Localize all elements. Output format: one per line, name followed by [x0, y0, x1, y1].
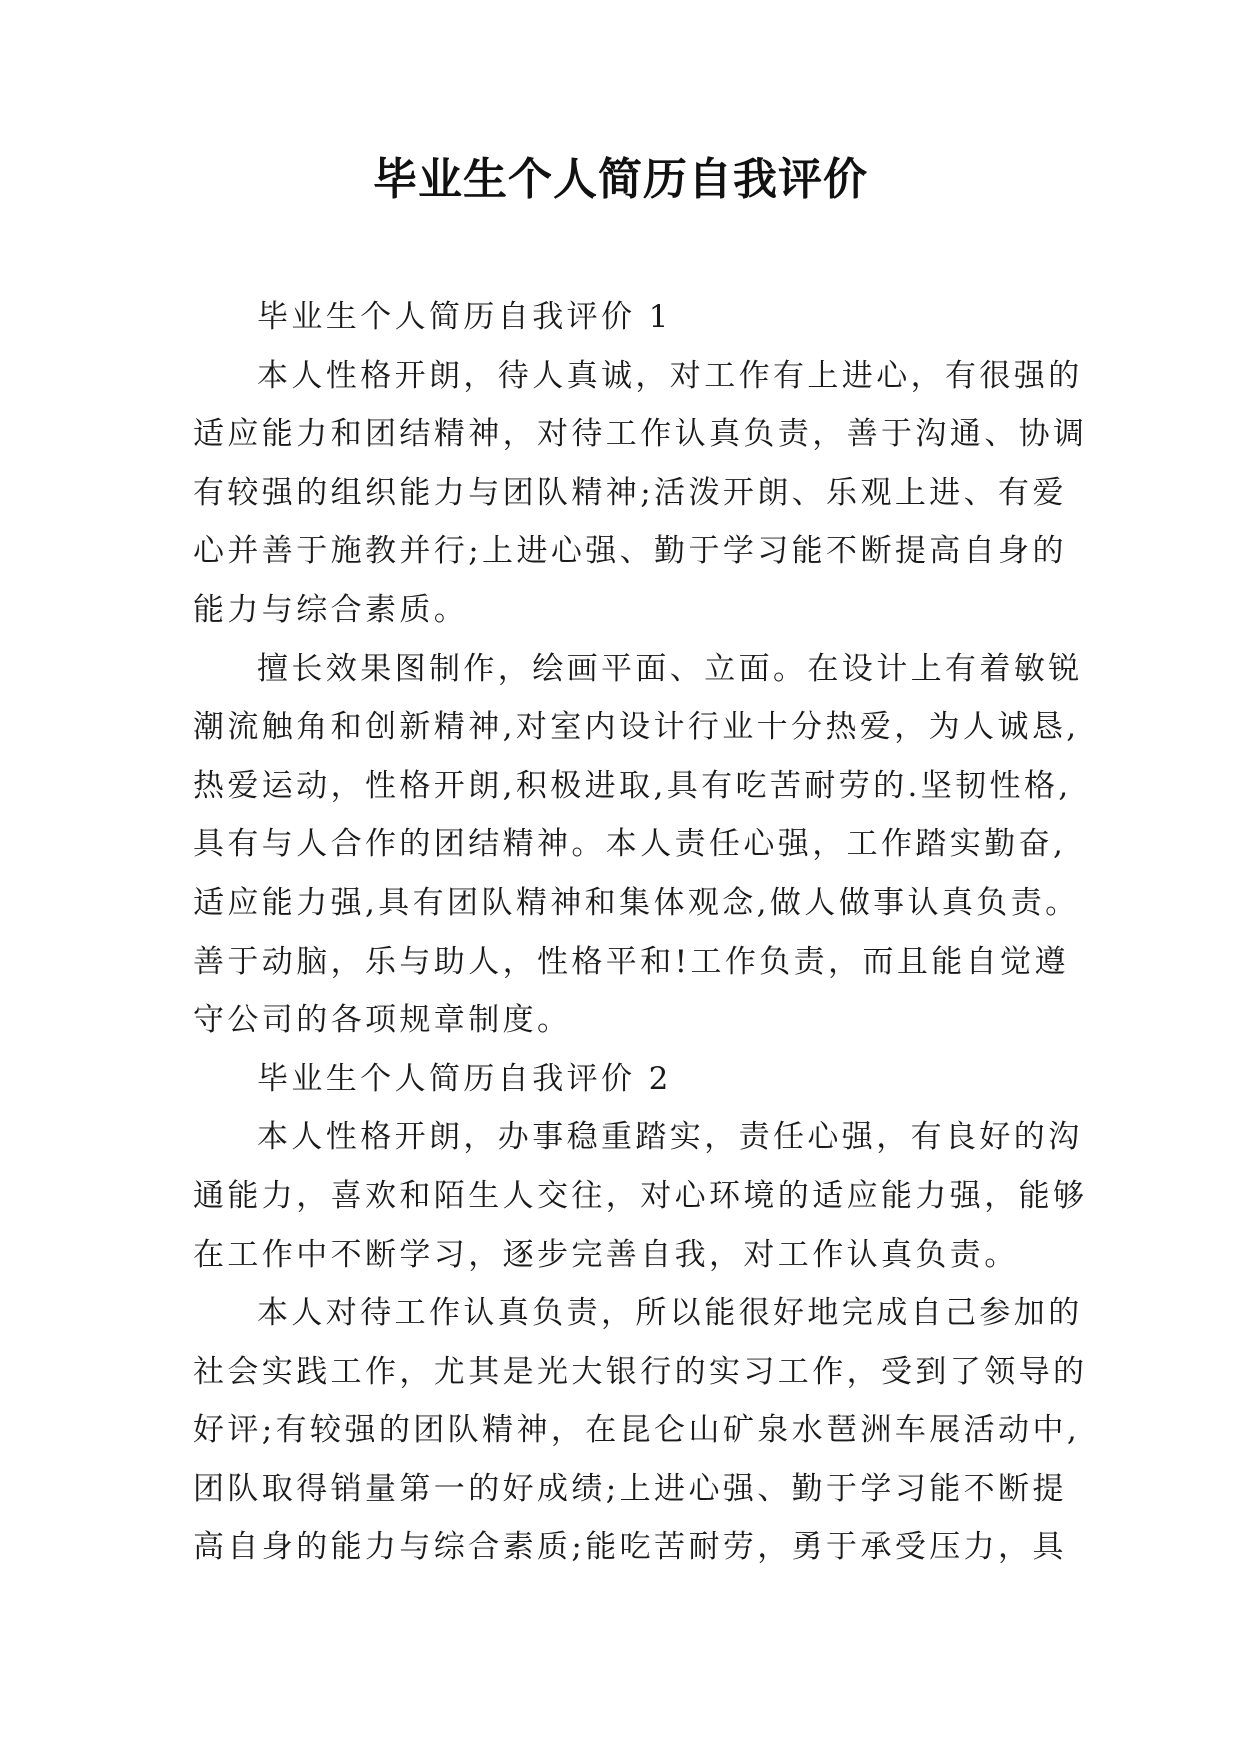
text-line: 潮流触角和创新精神,对室内设计行业十分热爱，为人诚恳, [193, 709, 1080, 746]
document-body [193, 288, 1088, 1577]
text-line: 守公司的各项规章制度。 [193, 1002, 572, 1039]
text-line: 本人性格开朗，办事稳重踏实，责任心强，有良好的沟 [257, 1119, 1083, 1156]
section-heading: 毕业生个人简历自我评价 2 [257, 1060, 672, 1097]
text-line: 本人性格开朗，待人真诚，对工作有上进心，有很强的 [257, 357, 1083, 394]
text-line: 善于动脑，乐与助人，性格平和!工作负责，而且能自觉遵 [193, 943, 1069, 980]
text-line: 好评;有较强的团队精神，在昆仑山矿泉水琶洲车展活动中, [193, 1412, 1081, 1449]
section-2-heading [193, 1050, 1063, 1109]
section-1-paragraph-2 [193, 640, 1083, 1050]
text-line: 擅长效果图制作，绘画平面、立面。在设计上有着敏锐 [257, 650, 1083, 687]
text-line: 有较强的组织能力与团队精神;活泼开朗、乐观上进、有爱 [193, 474, 1067, 511]
text-line: 能力与综合素质。 [193, 591, 469, 628]
section-heading: 毕业生个人简历自我评价 1 [257, 299, 672, 335]
section-1-heading [193, 288, 1063, 347]
section-2-paragraph-2 [193, 1284, 1088, 1577]
text-line: 高自身的能力与综合素质;能吃苦耐劳，勇于承受压力，具 [193, 1529, 1067, 1566]
text-line: 热爱运动，性格开朗,积极进取,具有吃苦耐劳的.坚韧性格, [193, 767, 1072, 804]
section-2-paragraph-1 [193, 1108, 1088, 1284]
document-title: 毕业生个人简历自我评价 [373, 154, 868, 205]
text-line: 团队取得销量第一的好成绩;上进心强、勤于学习能不断提 [193, 1470, 1067, 1507]
text-line: 在工作中不断学习，逐步完善自我，对工作认真负责。 [193, 1236, 1019, 1273]
text-line: 具有与人合作的团结精神。本人责任心强，工作踏实勤奋, [193, 826, 1067, 863]
text-line: 适应能力强,具有团队精神和集体观念,做人做事认真负责。 [193, 884, 1080, 921]
text-line: 本人对待工作认真负责，所以能很好地完成自己参加的 [257, 1295, 1083, 1332]
section-1-paragraph-1 [193, 347, 1088, 640]
text-line: 适应能力和团结精神，对待工作认真负责，善于沟通、协调 [193, 416, 1088, 453]
text-line: 社会实践工作，尤其是光大银行的实习工作，受到了领导的 [193, 1353, 1088, 1390]
text-line: 通能力，喜欢和陌生人交往，对心环境的适应能力强，能够 [193, 1177, 1088, 1214]
text-line: 心并善于施教并行;上进心强、勤于学习能不断提高自身的 [193, 533, 1067, 570]
